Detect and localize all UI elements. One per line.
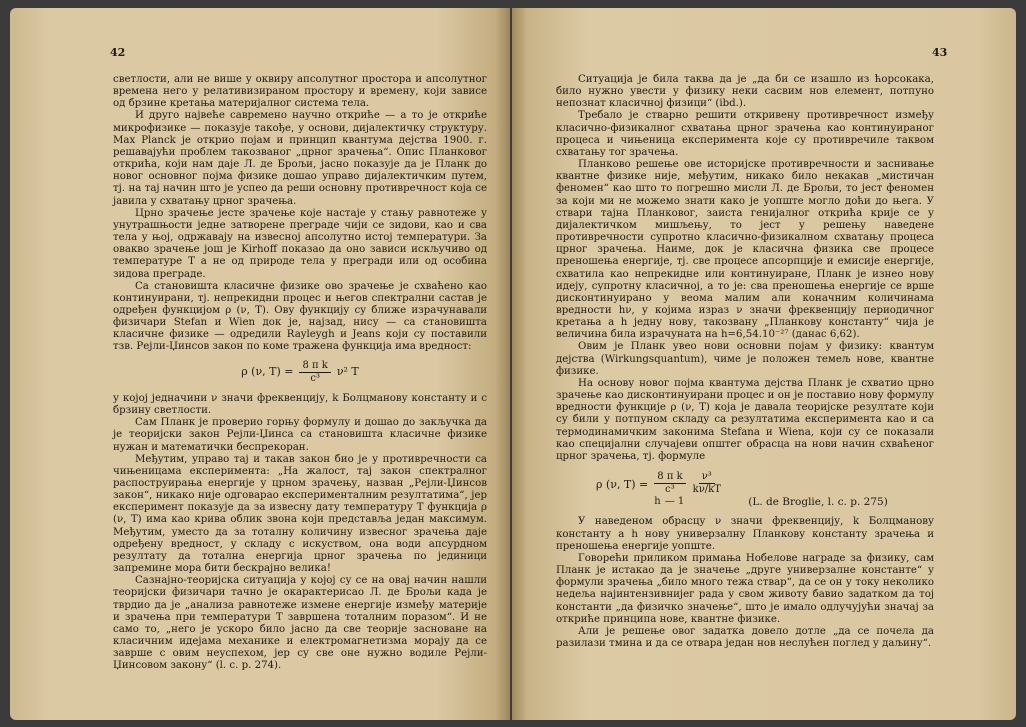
formula-lhs: ρ (ν, T) = xyxy=(241,365,294,379)
paragraph: Сам Планк је проверио горњу формулу и дошао до закључка да је теоријски закон Рејли-Џинса са становишта класичне физике нужан и математички беспрекоран. xyxy=(113,417,487,453)
paragraph: Ситуација је била таква да је „да би се изашло из ћорсокака, било нужно увести у физику неки сасвим нов елемент, потпуно непознат класичној физици“ (ibd.). xyxy=(556,74,934,110)
planck-formula xyxy=(596,471,934,508)
formula-numerator: 8 π k xyxy=(654,471,685,484)
formula-denominator: c³ xyxy=(310,372,320,384)
paragraph: светлости, али не више у оквиру апсолутног простора и апсолутног времена него у релативизираном простору и времену, који зависе од брзине кретања материјалног система тела. xyxy=(113,74,487,110)
paragraph: У наведеном обрасцу ν значи фреквенцију, k Болцманову константу а h нову универзалну Планкову константу зрачења и преношења енергије уопште. xyxy=(556,516,934,552)
paragraph: Али је решење овог задатка довело дотле „да се почела да разилази тмина и да се отвара један нов неслућен поглед у даљину“. xyxy=(556,625,934,650)
formula-rhs: ν² T xyxy=(336,365,359,379)
formula-body xyxy=(654,471,888,508)
paragraph: Планково решење ове историјске противречности и заснивање квантне физике није, међутим, никако било некакав „мистичан феномен“ као што то погрешно мисли Л. де Брољи, то јест феномен за који ми не можемо знати како је уопште могло доћи до њега. У ствари тајна Планковог, заиста генијалног открића крије се у дијалектичком мишљењу, то јест у решењу наведене противречности супротно класично-физикалном схватању процеса црног зрачења. Наиме, док је класична физика све процесе преношења енергије, тј. све процесе апсорпције и емисије енергије, схватила као непрекидне или континуиране, Планк је изнео нову идеју, супротну класичној, а то је: сва преношења енергије се врше дисконтинуирано у веома малим али коначним количинама вредности hν, у којима израз ν значи фреквенцију периодичног кретања а h једну нову, такозвану „Планкову константу“ чија је величина била израчуната на h=6,54.10⁻²⁷ (данас 6,62). xyxy=(556,159,934,341)
formula-fraction xyxy=(654,471,685,496)
paragraph: Сазнајно-теоријска ситуација у којој су се на овај начин нашли теоријски физичари тачно је окарактерисао Л. де Брољи када је тврдио да је „анализа равнотеже измене енергије између материје и зрачења при температури Т завршена тоталним поразом“. И не само то, „него је ускоро било јасно да све теорије засноване на класичним идејама механике и електромагнетизма морају да се заврше с овим неуспехом, јер су све оне нужно водиле Рејли-Џинсовом закону“ (l. c. p. 274). xyxy=(113,575,487,672)
formula-h: h xyxy=(654,496,661,508)
formula-numerator: 8 π k xyxy=(299,360,330,373)
page-number: 42 xyxy=(110,46,126,59)
formula-fraction xyxy=(299,360,330,385)
formula-source: (L. de Broglie, l. c. p. 275) xyxy=(748,496,888,509)
formula-inner-fraction xyxy=(690,471,724,496)
left-page xyxy=(10,8,510,720)
paragraph: Црно зрачење јесте зрачење које настаје у стању равнотеже у унутрашњости једне затворене преграде чији се зидови, као и сва тела у њој, одржавају на извесној апсолутно истој температури. За овакво зрачење још је Kirhoff показао да оно зависи искључиво од температуре Т а не од природе тела у прегради или од особина зидова преграде. xyxy=(113,207,487,280)
paragraph: у којој једначини ν значи фреквенцију, k Болцманову константу и c брзину светлости. xyxy=(113,392,487,417)
paragraph: На основу новог појма квантума дејства Планк је схватио црно зрачење као дисконтинуирани процес и он је поставио нову формулу вредности функције ρ (ν, T) која је давала теоријске резултате који су били у потпуном складу са резултатима експеримента као и са термодинамичким законима Stefana и Wiena, који су се показали као специјални случајеви општег обрасца на нови начин схваћеног црног зрачења, тј. формуле xyxy=(556,377,934,462)
paragraph: Међутим, управо тај и такав закон био је у противречности са чињеницама експеримента: „На жалост, тај закон спектралног распоструирања енергије у црном зрачењу, назван „Рејли-Џинсов закон“, никако није одговарао експерименталним резултатима“, јер експеримент показује да за извесну дату температуру Т функција ρ (ν, T) има као крива облик звона који представља један максимум. Међутим, уместо да за тоталну количину извесног зрачења даје одређену вредност, у складу с искуством, она води апсурдном резултату да тотална енергија црног зрачења по јединици запремине мора бити бескрајно велика! xyxy=(113,453,487,575)
paragraph: И друго највеће савремено научно откриће — а то је откриће микрофизике — показује такође, у основи, дијалектичку структуру. Max Planck је открио појам и принцип квантума дејства 1900. г. решавајући проблем такозваног „црног зрачења“. Опис Планковог открића, који нам даје Л. де Брољи, јасно показује да је Планк до новог основног појма физике дошао управо дијалектичким путем, тј. на тај начин што је успео да реши основну противречност која се јавила у схватању црног зрачења. xyxy=(113,110,487,207)
formula-inner-numerator: ν³ xyxy=(699,471,715,484)
left-text-column xyxy=(113,74,487,673)
right-text-column xyxy=(556,74,934,650)
paragraph: Требало је стварно решити откривену противречност између класично-физикалног схватања црног зрачења као континуираног процеса и чињеница експеримента које су противречиле таквом схватању тог зрачења. xyxy=(556,110,934,158)
paragraph: Овим је Планк увео нови основни појам у физику: квантум дејства (Wirkungsquantum), чиме је положен темељ нове, квантне физике. xyxy=(556,341,934,377)
rayleigh-jeans-formula xyxy=(113,360,487,385)
right-page xyxy=(512,8,1016,720)
formula-inner-denominator: kν/kT xyxy=(692,484,721,496)
formula-lhs: ρ (ν, T) = xyxy=(596,478,649,491)
formula-denominator: c³ xyxy=(665,484,675,496)
paragraph: Говорећи приликом примања Нобелове награде за физику, сам Планк је истакао да је значење „друге универзалне константе“ у формули зрачења „било много тежа ствар“, да се он у току неколико недеља најинтензивнијег рада у свом животу бавио задатком да тој константи „да физичко значење“, што је имало одлучујући значај за откриће принципа нове, квантне физике. xyxy=(556,552,934,625)
formula-minus-one: — 1 xyxy=(664,496,685,508)
paragraph: Са становишта класичне физике ово зрачење је схваћено као континуирани, тј. непрекидни процес и његов спектрални састав је одређен функцијом ρ (ν, T). Ову функцију су ближе израчунавали физичари Stefan и Wien док је, најзад, нису — са становишта класичне физике — одредили Rayleygh и Jeans који су поставили тзв. Рејли-Џинсов закон по коме тражена функција има вредност: xyxy=(113,280,487,353)
page-number: 43 xyxy=(932,46,948,59)
